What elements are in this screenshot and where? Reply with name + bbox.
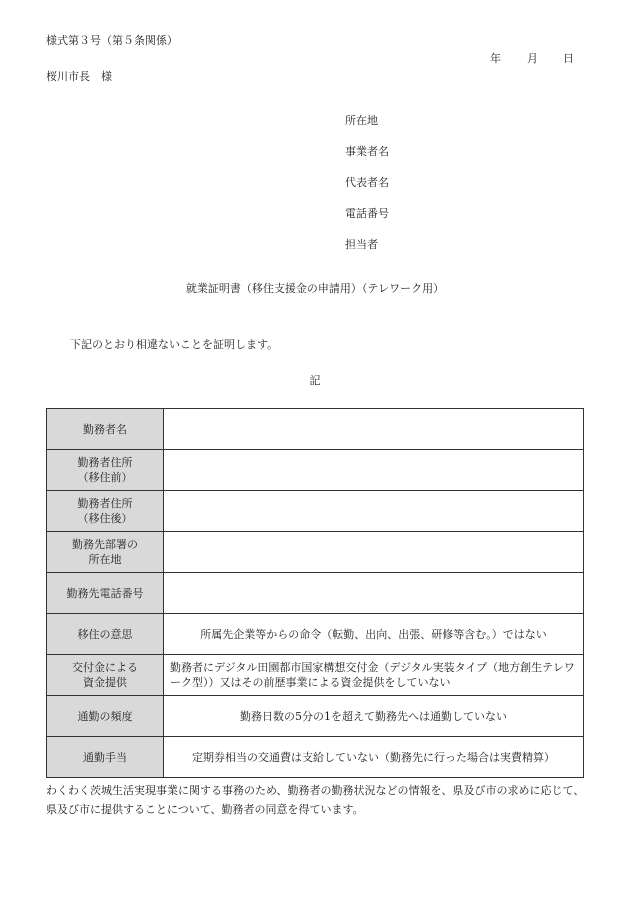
row-label: 勤務先電話番号 (47, 573, 164, 614)
row-value: 勤務日数の5分の1を超えて勤務先へは通勤していない (164, 696, 584, 737)
table-row (47, 655, 584, 696)
ki-heading: 記 (309, 374, 321, 387)
row-value: 所属先企業等からの命令（転勤、出向、出張、研修等含む。）ではない (164, 614, 584, 655)
row-value-field[interactable] (164, 409, 584, 450)
business-name-label: 事業者名 (345, 145, 389, 158)
table-row (47, 573, 584, 614)
row-value-field[interactable] (164, 450, 584, 491)
certificate-table (46, 408, 584, 778)
row-label: 勤務者住所 （移住前） (47, 450, 164, 491)
row-label: 勤務者名 (47, 409, 164, 450)
document-title: 就業証明書（移住支援金の申請用）（テレワーク用） (185, 282, 445, 295)
location-label: 所在地 (345, 114, 378, 127)
row-label: 勤務者住所 （移住後） (47, 491, 164, 532)
row-value-field[interactable] (164, 532, 584, 573)
row-label: 移住の意思 (47, 614, 164, 655)
table-row (47, 737, 584, 778)
row-label: 通勤の頻度 (47, 696, 164, 737)
date-year-label: 年 (490, 52, 501, 65)
contact-label: 担当者 (345, 238, 378, 251)
representative-label: 代表者名 (345, 176, 389, 189)
row-label: 勤務先部署の 所在地 (47, 532, 164, 573)
row-value-field[interactable] (164, 573, 584, 614)
row-value: 定期券相当の交通費は支給していない（勤務先に行った場合は実費精算） (164, 737, 584, 778)
table-row (47, 491, 584, 532)
row-value: 勤務者にデジタル田園都市国家構想交付金（デジタル実装タイプ（地方創生テレワーク型））又はその前歴事業による資金提供をしていない (164, 655, 584, 696)
row-value-field[interactable] (164, 491, 584, 532)
phone-label: 電話番号 (345, 207, 389, 220)
addressee: 桜川市長 様 (46, 70, 112, 83)
form-number: 様式第３号（第５条関係） (46, 34, 178, 47)
table-row (47, 696, 584, 737)
table-row (47, 409, 584, 450)
certify-text: 下記のとおり相違ないことを証明します。 (70, 338, 279, 351)
date-day-label: 日 (563, 52, 574, 65)
row-label: 交付金による 資金提供 (47, 655, 164, 696)
row-label: 通勤手当 (47, 737, 164, 778)
table-row (47, 532, 584, 573)
table-row (47, 614, 584, 655)
table-row (47, 450, 584, 491)
date-month-label: 月 (527, 52, 538, 65)
consent-note: わくわく茨城生活実現事業に関する事務のため、勤務者の勤務状況などの情報を、県及び市の求めに応じて、県及び市に提供することについて、勤務者の同意を得ています。 (46, 784, 585, 816)
